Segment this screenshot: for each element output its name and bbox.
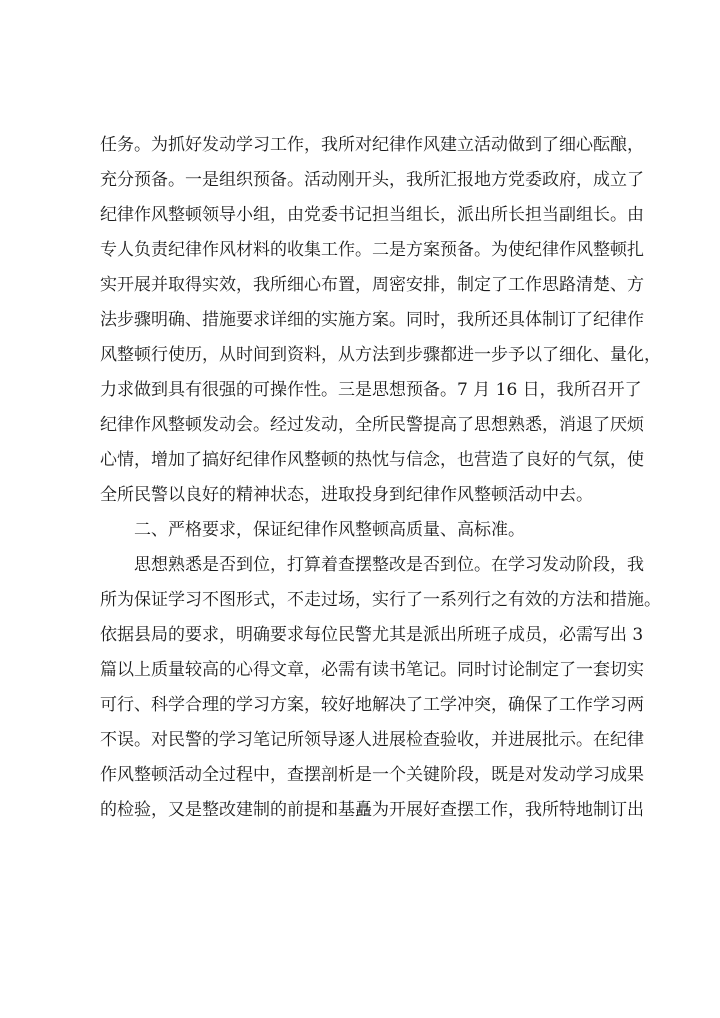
text-line: 篇以上质量较高的心得文章，必需有读书笔记。同时讨论制定了一套切实 bbox=[100, 660, 644, 680]
text-line: 风整顿行使历，从时间到资料，从方法到步骤都进一步予以了细化、量化， bbox=[100, 345, 661, 365]
text-line: 可行、科学合理的学习方案，较好地解决了工学冲突，确保了工作学习两 bbox=[100, 695, 644, 715]
text-line: 充分预备。一是组织预备。活动刚开头，我所汇报地方党委政府，成立了 bbox=[100, 170, 644, 190]
text-line: 依据县局的要求，明确要求每位民警尤其是派出所班子成员，必需写出 3 bbox=[100, 625, 644, 645]
text-line: 的检验，又是整改建制的前提和基矗为开展好查摆工作，我所特地制订出 bbox=[100, 800, 644, 820]
text-line: 实开展并取得实效，我所细心布置，周密安排，制定了工作思路清楚、方 bbox=[100, 275, 644, 295]
text-line: 法步骤明确、措施要求详细的实施方案。同时，我所还具体制订了纪律作 bbox=[100, 310, 644, 330]
text-line: 作风整顿活动全过程中，查摆剖析是一个关键阶段，既是对发动学习成果 bbox=[100, 765, 644, 785]
body-text bbox=[100, 128, 661, 828]
text-line: 不误。对民警的学习笔记所领导逐人进展检查验收，并进展批示。在纪律 bbox=[100, 730, 644, 750]
text-line: 思想熟悉是否到位，打算着查摆整改是否到位。在学习发动阶段，我 bbox=[134, 555, 644, 575]
text-line: 所为保证学习不图形式，不走过场，实行了一系列行之有效的方法和措施。 bbox=[100, 590, 661, 610]
text-line: 纪律作风整顿领导小组，由党委书记担当组长，派出所长担当副组长。由 bbox=[100, 205, 644, 225]
text-line: 专人负责纪律作风材料的收集工作。二是方案预备。为使纪律作风整顿扎 bbox=[100, 240, 644, 260]
text-line: 力求做到具有很强的可操作性。三是思想预备。7 月 16 日，我所召开了 bbox=[100, 380, 642, 400]
text-line: 全所民警以良好的精神状态，进取投身到纪律作风整顿活动中去。 bbox=[100, 485, 593, 505]
section-heading: 二、严格要求，保证纪律作风整顿高质量、高标准。 bbox=[134, 520, 525, 540]
text-line: 心情，增加了搞好纪律作风整顿的热忱与信念，也营造了良好的气氛，使 bbox=[100, 450, 644, 470]
text-line: 纪律作风整顿发动会。经过发动，全所民警提高了思想熟悉，消退了厌烦 bbox=[100, 415, 644, 435]
text-line: 任务。为抓好发动学习工作，我所对纪律作风建立活动做到了细心酝酿， bbox=[100, 135, 644, 155]
